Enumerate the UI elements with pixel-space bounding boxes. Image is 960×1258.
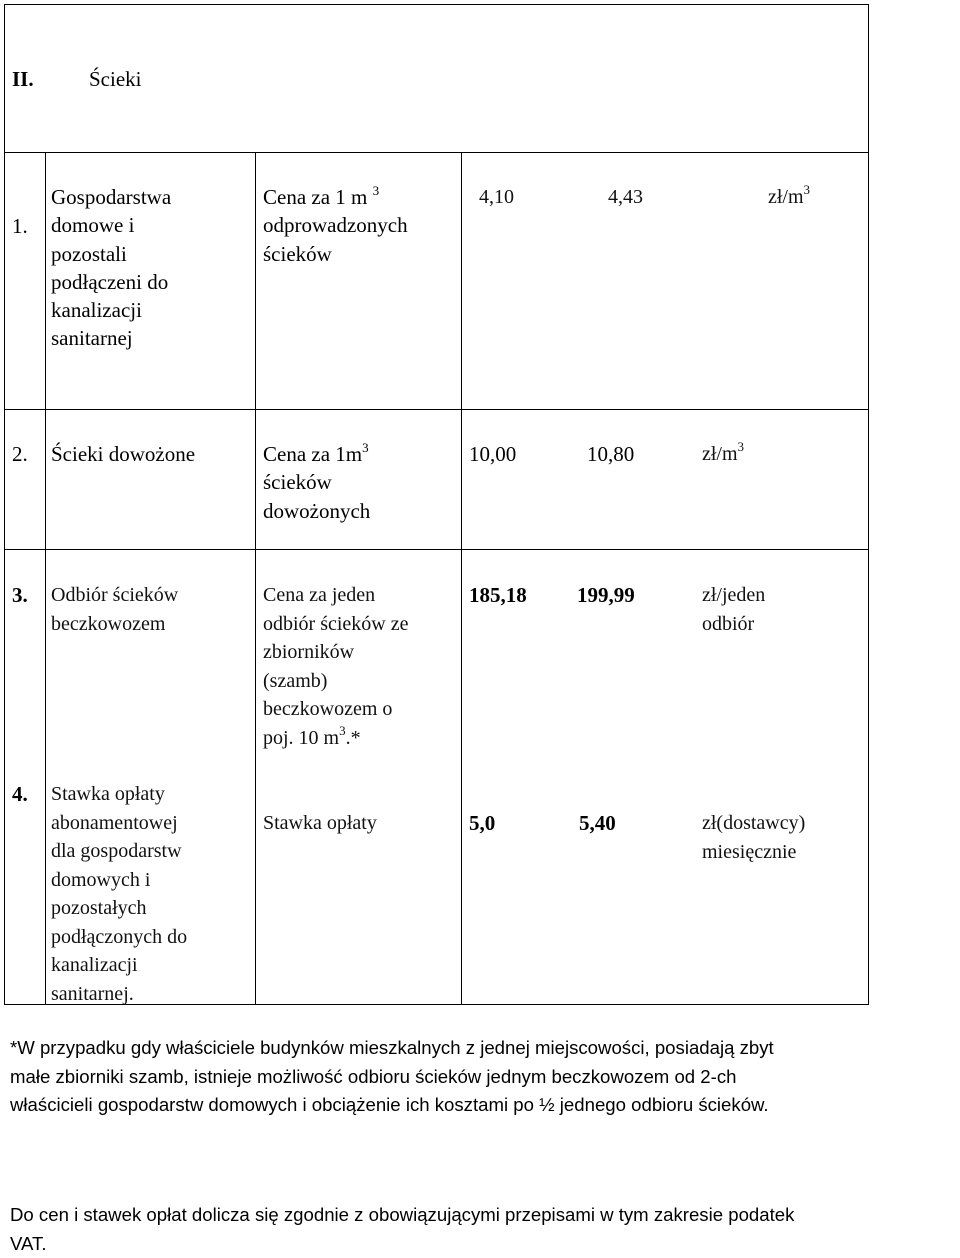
row-category: Ścieki dowożone (51, 442, 196, 466)
row-description: Cena za $1m^3$ ścieków dowożonych (263, 440, 371, 523)
row-category: Gospodarstwa domowe i pozostali podłączeni do kanalizacji sanitarnej (51, 185, 172, 351)
row-number: 4. (12, 782, 28, 806)
table-divider (5, 549, 868, 550)
footnote: *W przypadku gdy właściciele budynków mieszkalnych z jednej miejscowości, posiadają zbyt małe zbiorniki szamb, istnieje możliwość odbioru ścieków jednym beczkowozem od 2-ch właścicieli gospodarstw domowych i obciążenie ich kosztami po ½ jednego odbioru ścieków. (10, 1037, 774, 1115)
section-number: II. (12, 67, 34, 91)
row-description: Cena za 1 m $^3$ odprowadzonych ścieków (263, 183, 408, 266)
section-title: Ścieki (89, 67, 142, 91)
row-number: 1. (12, 214, 28, 238)
row-description: Stawka opłaty (263, 812, 377, 834)
price-gross: 5,40 (579, 811, 616, 835)
table-column-divider (45, 152, 46, 1004)
price-net: 10,00 (469, 442, 517, 466)
price-net: 4,10 (479, 186, 514, 208)
row-number: 2. (12, 442, 28, 466)
row-category: Stawka opłaty abonamentowej dla gospodarstw domowych i pozostałych podłączonych do kanalizacji sanitarnej. (51, 783, 188, 1005)
price-net: 185,18 (469, 583, 527, 607)
price-gross: 199,99 (577, 583, 635, 607)
unit: zł(dostawcy) miesięcznie (702, 812, 806, 863)
unit: zł/jeden odbiór (702, 584, 766, 635)
price-net: 5,0 (469, 811, 496, 835)
table-divider (5, 152, 868, 153)
unit: $zł/m^3$ (768, 182, 811, 208)
price-gross: 10,80 (587, 442, 635, 466)
table-divider (5, 409, 868, 410)
table-column-divider (461, 152, 462, 1004)
row-description: Cena za jeden odbiór ścieków ze zbiorników (szamb) beczkowozem o poj. 10 $m^3.*$ (263, 584, 409, 749)
row-category: Odbiór ścieków beczkowozem (51, 584, 179, 635)
unit: $zł/m^3$ (702, 439, 745, 465)
table-column-divider (255, 152, 256, 1004)
vat-note: Do cen i stawek opłat dolicza się zgodnie z obowiązującymi przepisami w tym zakresie podatek VAT. (10, 1204, 795, 1254)
row-number: 3. (12, 583, 28, 607)
price-gross: 4,43 (608, 186, 643, 208)
price-table (4, 4, 869, 1005)
